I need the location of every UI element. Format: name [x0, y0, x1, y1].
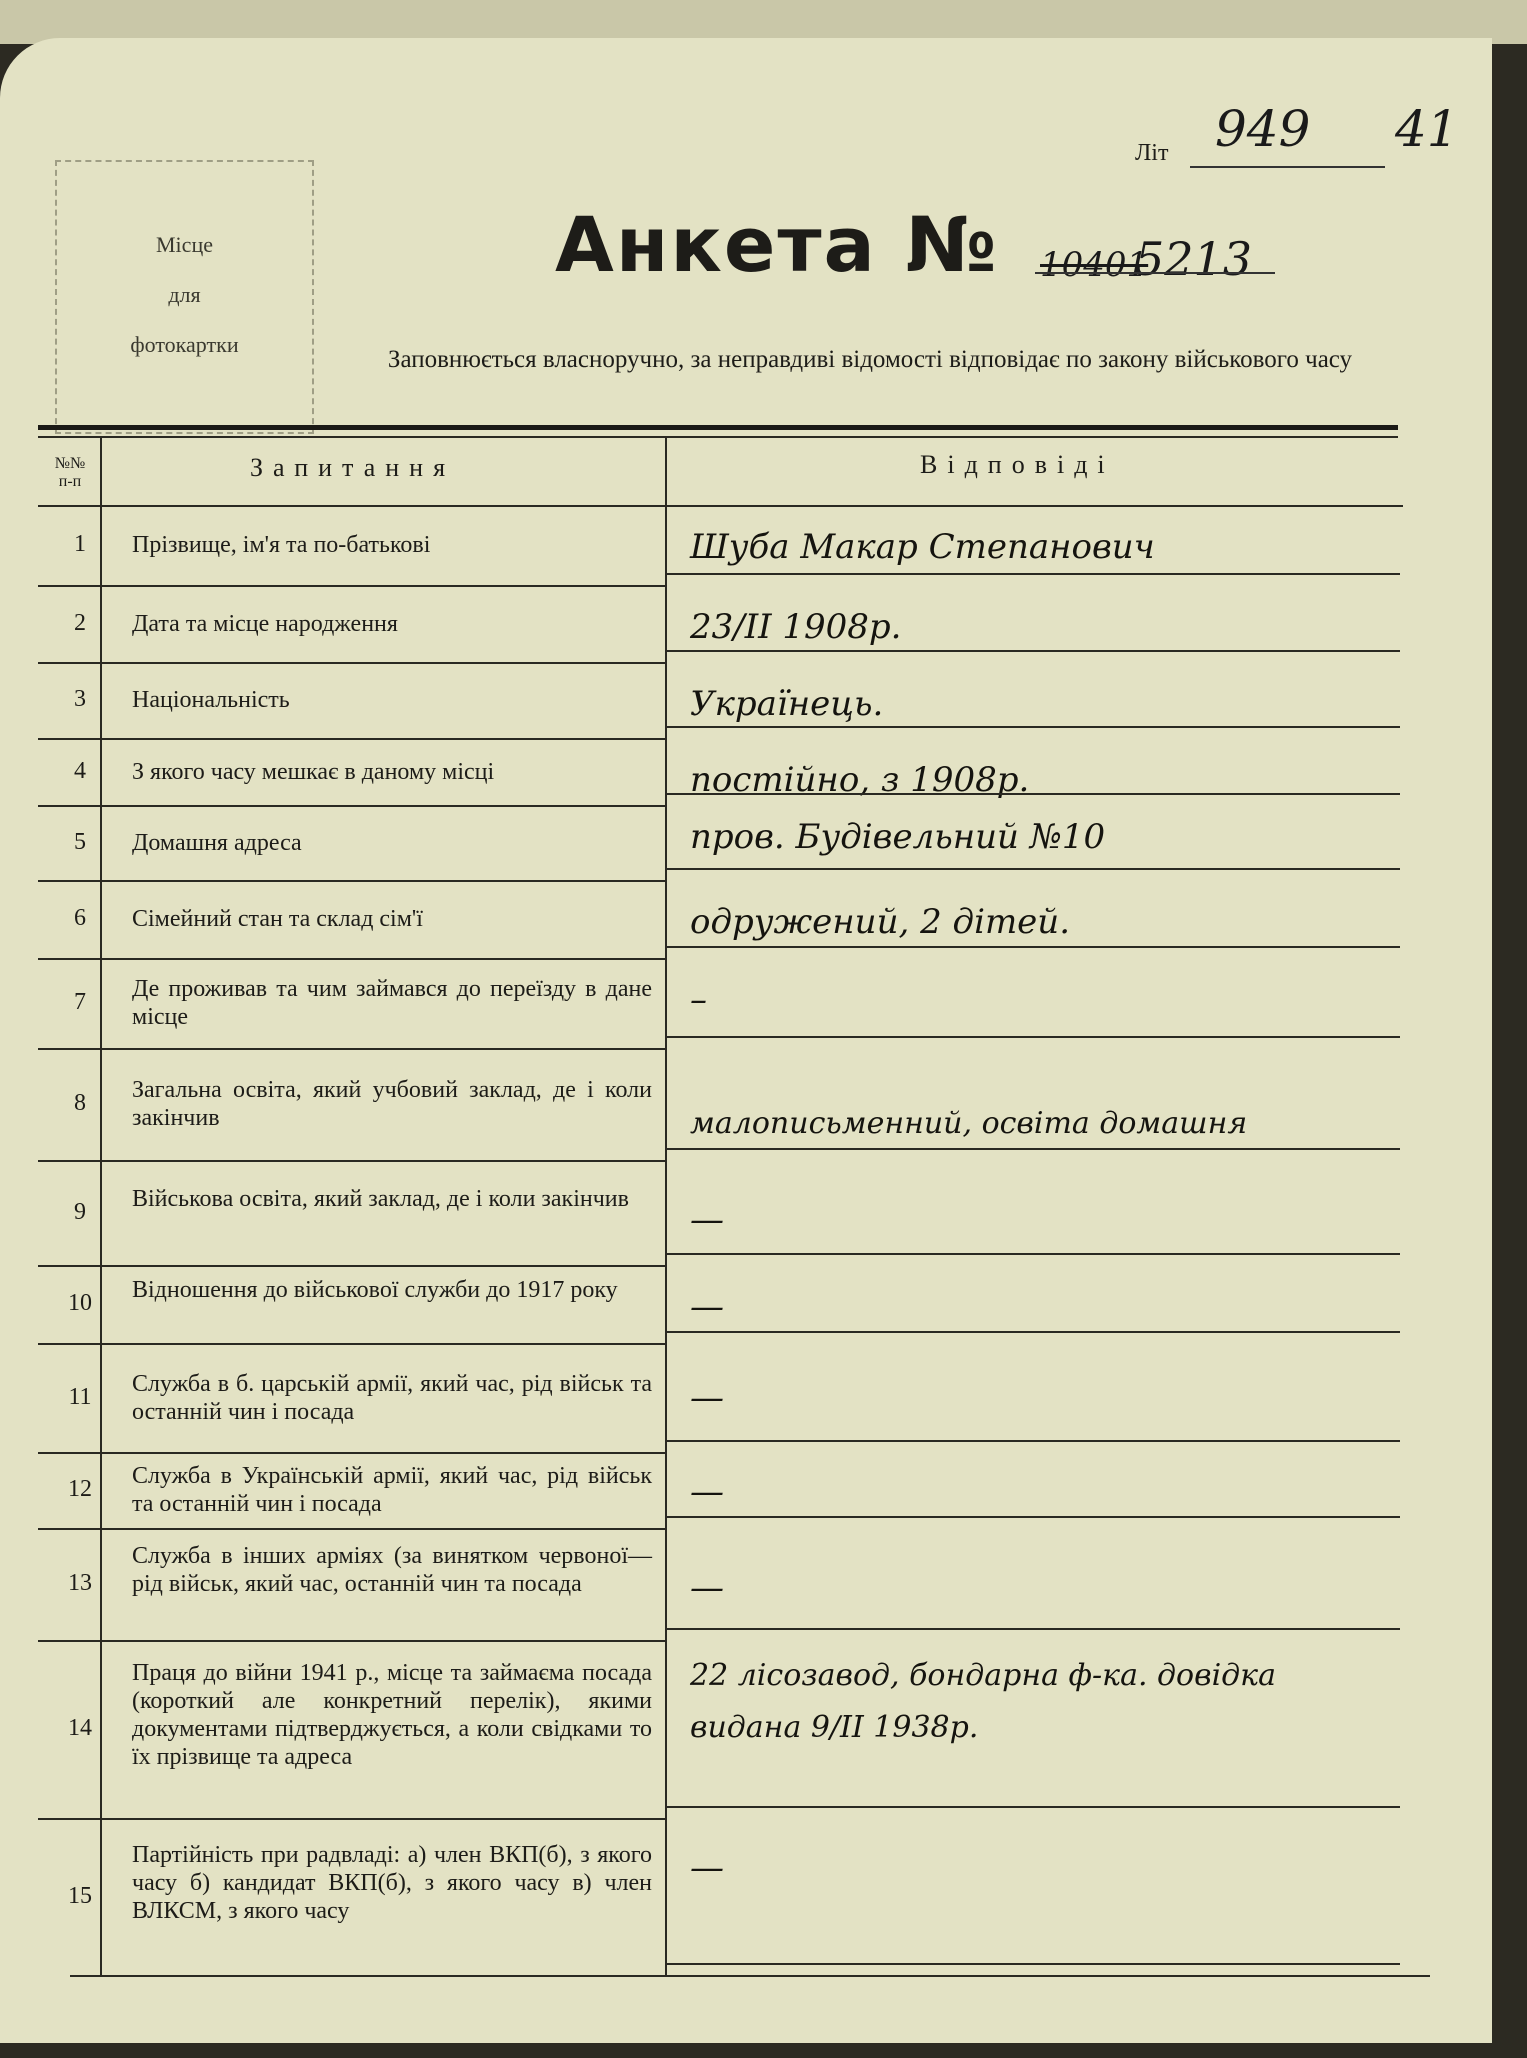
photo-label-line-3: фотокартки: [130, 332, 239, 357]
answer-handwriting: —: [690, 1378, 724, 1418]
answer-line: [665, 1440, 1400, 1442]
answer-line: [665, 1148, 1400, 1150]
answer-line: [665, 650, 1400, 652]
answer-line: [665, 1036, 1400, 1038]
photo-label-line-2: для: [168, 282, 201, 307]
answer-handwriting: одружений, 2 дітей.: [690, 902, 1071, 942]
question-text: Прізвище, ім'я та по-батькові: [132, 532, 431, 558]
row-divider: [38, 1452, 666, 1454]
row-number: 11: [68, 1383, 92, 1410]
row-divider: [38, 1048, 666, 1050]
answer-handwriting: Українець.: [690, 684, 884, 724]
form-number: 5213: [1135, 232, 1253, 286]
row-number: 2: [74, 609, 86, 636]
question-text: Де проживав та чим займався до переїзду в дане місце: [132, 976, 652, 1030]
answer-line: [665, 573, 1400, 575]
column-divider-answer: [665, 437, 667, 1975]
row-number: 1: [74, 531, 86, 557]
question-text: Домашня адреса: [132, 829, 302, 856]
answer-line: [665, 1963, 1400, 1965]
row-number: 5: [74, 828, 86, 855]
row-divider: [38, 1343, 666, 1345]
row-divider: [38, 958, 666, 960]
row-number: 14: [68, 1715, 92, 1741]
header-bottom-line: [38, 505, 1403, 507]
answer-line: [665, 868, 1400, 870]
row-number: 15: [68, 1882, 92, 1909]
row-number: 3: [74, 686, 86, 712]
row-divider: [38, 1265, 666, 1267]
row-number: 6: [74, 905, 86, 931]
answer-line: [665, 726, 1400, 728]
photo-label-line-1: Місце: [156, 232, 213, 257]
answer-handwriting: Шуба Макар Степанович: [690, 527, 1155, 567]
row-divider: [38, 1160, 666, 1162]
question-text: Партійність при радвладі: а) член ВКП(б), з якого часу б) кандидат ВКП(б), з якого часу в) член ВЛКСМ, з якого часу: [132, 1841, 652, 1924]
photo-placeholder: [55, 160, 314, 434]
row-number: 9: [74, 1198, 86, 1225]
question-text: Служба в Українській армії, який час, рід військ та останній чин і посада: [132, 1463, 652, 1517]
question-text: Сімейний стан та склад сім'ї: [132, 906, 423, 932]
table-bottom-line: [70, 1975, 1430, 1977]
row-divider: [38, 805, 666, 807]
lit-value: 949: [1215, 100, 1311, 158]
row-divider: [38, 1640, 666, 1642]
number-underline: [1035, 272, 1275, 274]
row-number: 7: [74, 989, 86, 1015]
question-text: Загальна освіта, який учбовий заклад, де і коли закінчив: [132, 1077, 652, 1131]
answer-line: [665, 793, 1400, 795]
answer-line: [665, 946, 1400, 948]
question-text: З якого часу мешкає в даному місці: [132, 758, 495, 785]
question-text: Служба в інших арміях (за винятком червоної—рід військ, який час, останній чин та посада: [132, 1543, 652, 1597]
answer-handwriting: постійно, з 1908р.: [690, 760, 1030, 800]
row-number: 12: [68, 1476, 92, 1502]
row-divider: [38, 738, 666, 740]
answer-handwriting: пров. Будівельний №10: [690, 817, 1106, 857]
answer-handwriting: малописьменний, освіта домашня: [690, 1106, 1248, 1141]
question-text: Праця до війни 1941 р., місце та займаєма посада (короткий але конкретний перелік), якими документами підтверджується, а коли свідками то їх прізвище та адреса: [132, 1660, 652, 1770]
question-text: Національність: [132, 687, 290, 713]
corner-mark: 41: [1395, 100, 1459, 158]
column-header-answer: Відповіді: [920, 450, 1115, 479]
column-header-question: Запитання: [250, 453, 456, 482]
lit-label: Літ: [1135, 140, 1169, 166]
answer-handwriting: –: [690, 980, 707, 1020]
question-text: Військова освіта, який заклад, де і коли закінчив: [132, 1185, 629, 1212]
lit-underline: [1190, 166, 1385, 168]
answer-line: [665, 1331, 1400, 1333]
row-divider: [38, 585, 666, 587]
answer-line: [665, 1806, 1400, 1808]
answer-line: [665, 1628, 1400, 1630]
row-number: 8: [74, 1090, 86, 1116]
answer-handwriting: 22 лісозавод, бондарна ф-ка. довідка видана 9/II 1938р.: [690, 1658, 1276, 1745]
row-divider: [38, 1818, 666, 1820]
page-title: Анкета №: [555, 200, 999, 289]
question-text: Відношення до військової служби до 1917 року: [132, 1277, 618, 1303]
header-rule-top: [38, 425, 1398, 430]
row-divider: [38, 880, 666, 882]
question-text: Служба в б. царській армії, який час, рід військ та останній чин і посада: [132, 1370, 652, 1425]
question-text: Дата та місце народження: [132, 610, 398, 637]
row-divider: [38, 1528, 666, 1530]
row-number: 13: [68, 1570, 92, 1596]
row-divider: [38, 662, 666, 664]
answer-handwriting: —: [690, 1568, 724, 1608]
answer-handwriting: 23/II 1908р.: [690, 607, 902, 647]
answer-handwriting: —: [690, 1200, 724, 1240]
row-number: 4: [74, 757, 86, 784]
answer-handwriting: —: [690, 1287, 724, 1327]
answer-handwriting: —: [690, 1472, 724, 1512]
old-number: 10401: [1040, 245, 1149, 285]
subtitle: Заповнюється власноручно, за неправдиві відомості відповідає по закону військового часу: [387, 346, 1353, 373]
row-number: 10: [68, 1290, 92, 1316]
answer-handwriting: —: [690, 1848, 724, 1888]
answer-line: [665, 1253, 1400, 1255]
header-rule-thin: [38, 436, 1398, 438]
column-header-number: №№ п-п: [54, 455, 86, 490]
answer-line: [665, 1516, 1400, 1518]
